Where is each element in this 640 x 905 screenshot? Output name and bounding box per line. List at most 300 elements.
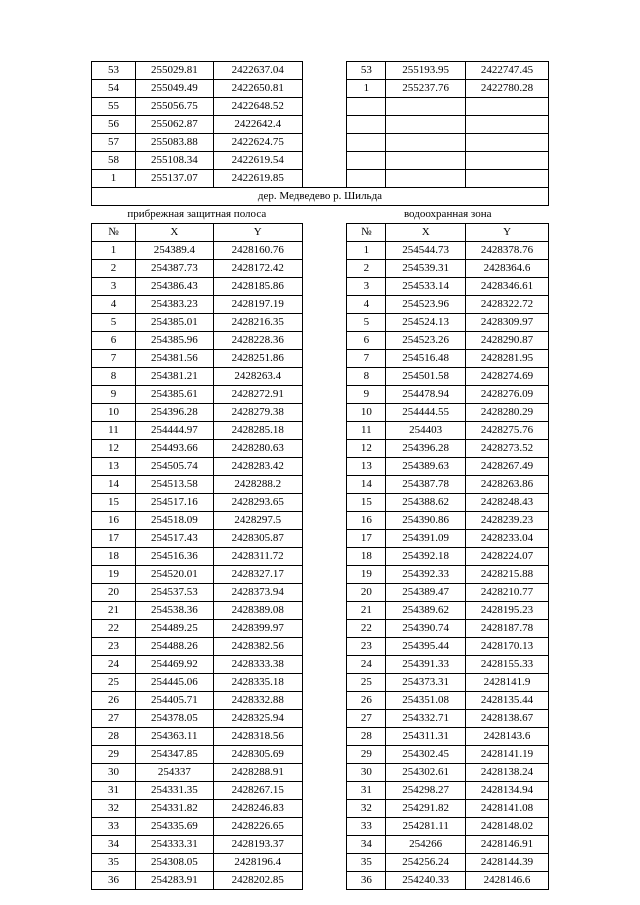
right-zone-heading: водоохранная зона — [347, 206, 549, 224]
table-row — [92, 350, 549, 368]
column-gap — [302, 818, 347, 836]
right-num-cell: 19 — [347, 566, 386, 584]
table-row — [92, 746, 549, 764]
left-x-cell: 254383.23 — [135, 296, 213, 314]
table-row — [92, 602, 549, 620]
left-x-cell: 254517.16 — [135, 494, 213, 512]
right-x-cell: 254256.24 — [386, 854, 466, 872]
right-y-cell: 2428281.95 — [466, 350, 549, 368]
left-x-cell: 254517.43 — [135, 530, 213, 548]
left-x-cell: 254333.31 — [135, 836, 213, 854]
left-y-cell: 2428193.37 — [213, 836, 302, 854]
right-num-cell: 18 — [347, 548, 386, 566]
right-y-cell: 2428195.23 — [466, 602, 549, 620]
continued-coordinates-section — [92, 62, 549, 188]
left-y-cell: 2422648.52 — [213, 98, 302, 116]
left-num-cell: 53 — [92, 62, 136, 80]
section-title: дер. Медведево р. Шильда — [92, 188, 549, 206]
left-num-cell: 2 — [92, 260, 136, 278]
right-x-cell: 254396.28 — [386, 440, 466, 458]
table-row — [92, 710, 549, 728]
left-x-cell: 254505.74 — [135, 458, 213, 476]
left-y-cell: 2422624.75 — [213, 134, 302, 152]
table-row — [92, 116, 549, 134]
right-x-cell — [386, 134, 466, 152]
left-num-cell: 10 — [92, 404, 136, 422]
right-y-cell: 2428210.77 — [466, 584, 549, 602]
column-gap — [302, 422, 347, 440]
right-num-cell — [347, 116, 386, 134]
right-num-cell: 2 — [347, 260, 386, 278]
left-num-cell: 58 — [92, 152, 136, 170]
right-num-cell: 4 — [347, 296, 386, 314]
left-x-cell: 254378.05 — [135, 710, 213, 728]
right-y-cell: 2428378.76 — [466, 242, 549, 260]
left-y-cell: 2428297.5 — [213, 512, 302, 530]
left-y-cell: 2428228.36 — [213, 332, 302, 350]
column-gap — [302, 152, 347, 170]
right-x-cell: 254539.31 — [386, 260, 466, 278]
right-num-cell: 5 — [347, 314, 386, 332]
left-num-cell: 36 — [92, 872, 136, 890]
table-row — [92, 440, 549, 458]
right-y-cell: 2428309.97 — [466, 314, 549, 332]
left-x-cell: 254283.91 — [135, 872, 213, 890]
table-row — [92, 278, 549, 296]
left-y-cell: 2428288.2 — [213, 476, 302, 494]
table-row — [92, 656, 549, 674]
left-num-cell: 54 — [92, 80, 136, 98]
column-gap — [302, 566, 347, 584]
column-gap — [302, 242, 347, 260]
table-row — [92, 800, 549, 818]
column-gap — [302, 404, 347, 422]
left-y-cell: 2428293.65 — [213, 494, 302, 512]
right-num-header: № — [347, 224, 386, 242]
right-num-cell: 36 — [347, 872, 386, 890]
right-num-cell: 26 — [347, 692, 386, 710]
left-num-cell: 7 — [92, 350, 136, 368]
left-x-cell: 254489.25 — [135, 620, 213, 638]
left-x-cell: 254331.35 — [135, 782, 213, 800]
right-y-cell: 2428146.6 — [466, 872, 549, 890]
left-x-cell: 254381.21 — [135, 368, 213, 386]
right-num-cell: 33 — [347, 818, 386, 836]
right-y-cell: 2428274.69 — [466, 368, 549, 386]
left-x-cell: 254385.01 — [135, 314, 213, 332]
right-y-cell: 2428273.52 — [466, 440, 549, 458]
left-x-cell: 254347.85 — [135, 746, 213, 764]
right-x-cell: 254524.13 — [386, 314, 466, 332]
right-num-cell: 7 — [347, 350, 386, 368]
right-y-cell: 2428144.39 — [466, 854, 549, 872]
column-gap — [302, 80, 347, 98]
left-x-cell: 255108.34 — [135, 152, 213, 170]
table-row — [92, 728, 549, 746]
left-x-cell: 254513.58 — [135, 476, 213, 494]
section-header — [92, 188, 549, 242]
column-gap — [302, 332, 347, 350]
left-y-cell: 2428280.63 — [213, 440, 302, 458]
table-row — [92, 566, 549, 584]
right-num-cell: 32 — [347, 800, 386, 818]
left-x-cell: 255083.88 — [135, 134, 213, 152]
section-title-row — [92, 188, 549, 206]
table-row — [92, 242, 549, 260]
left-y-cell: 2428311.72 — [213, 548, 302, 566]
right-x-cell: 254332.71 — [386, 710, 466, 728]
right-x-cell: 254298.27 — [386, 782, 466, 800]
right-y-cell — [466, 170, 549, 188]
right-y-cell: 2422747.45 — [466, 62, 549, 80]
column-gap — [302, 206, 347, 224]
coordinates-sheet — [91, 61, 549, 890]
right-y-cell: 2428141.08 — [466, 800, 549, 818]
column-gap — [302, 476, 347, 494]
right-x-cell: 254389.63 — [386, 458, 466, 476]
left-num-cell: 12 — [92, 440, 136, 458]
left-y-cell: 2422637.04 — [213, 62, 302, 80]
right-num-cell: 1 — [347, 80, 386, 98]
column-gap — [302, 314, 347, 332]
right-y-cell: 2428322.72 — [466, 296, 549, 314]
left-num-cell: 26 — [92, 692, 136, 710]
left-num-cell: 4 — [92, 296, 136, 314]
column-gap — [302, 224, 347, 242]
left-num-cell: 17 — [92, 530, 136, 548]
coordinates-body — [92, 242, 549, 890]
left-num-cell: 5 — [92, 314, 136, 332]
column-gap — [302, 836, 347, 854]
column-gap — [302, 764, 347, 782]
table-row — [92, 458, 549, 476]
column-gap — [302, 440, 347, 458]
left-num-cell: 23 — [92, 638, 136, 656]
left-x-header: X — [135, 224, 213, 242]
left-num-cell: 32 — [92, 800, 136, 818]
right-num-cell: 53 — [347, 62, 386, 80]
right-num-cell: 8 — [347, 368, 386, 386]
right-num-cell: 20 — [347, 584, 386, 602]
table-row — [92, 638, 549, 656]
right-x-cell: 254392.33 — [386, 566, 466, 584]
left-num-cell: 24 — [92, 656, 136, 674]
right-x-cell: 254403 — [386, 422, 466, 440]
left-num-cell: 1 — [92, 170, 136, 188]
right-y-cell: 2428138.67 — [466, 710, 549, 728]
table-row — [92, 476, 549, 494]
column-gap — [302, 170, 347, 188]
right-num-cell: 24 — [347, 656, 386, 674]
left-y-cell: 2422619.54 — [213, 152, 302, 170]
column-gap — [302, 62, 347, 80]
left-x-cell: 254308.05 — [135, 854, 213, 872]
right-x-cell: 254391.09 — [386, 530, 466, 548]
column-gap — [302, 872, 347, 890]
left-x-cell: 254518.09 — [135, 512, 213, 530]
left-y-cell: 2428185.86 — [213, 278, 302, 296]
left-y-cell: 2428332.88 — [213, 692, 302, 710]
left-y-cell: 2428285.18 — [213, 422, 302, 440]
right-y-cell: 2428239.23 — [466, 512, 549, 530]
left-num-cell: 6 — [92, 332, 136, 350]
left-y-cell: 2428272.91 — [213, 386, 302, 404]
left-x-cell: 254520.01 — [135, 566, 213, 584]
table-row — [92, 674, 549, 692]
right-num-cell: 25 — [347, 674, 386, 692]
right-num-cell: 16 — [347, 512, 386, 530]
column-gap — [302, 638, 347, 656]
right-x-cell: 255237.76 — [386, 80, 466, 98]
left-y-cell: 2428279.38 — [213, 404, 302, 422]
right-num-cell: 11 — [347, 422, 386, 440]
left-y-cell: 2428335.18 — [213, 674, 302, 692]
left-x-cell: 254444.97 — [135, 422, 213, 440]
left-x-cell: 254331.82 — [135, 800, 213, 818]
table-row — [92, 854, 549, 872]
column-gap — [302, 368, 347, 386]
left-num-cell: 11 — [92, 422, 136, 440]
left-y-cell: 2428327.17 — [213, 566, 302, 584]
column-gap — [302, 602, 347, 620]
right-y-cell: 2428267.49 — [466, 458, 549, 476]
left-y-header: Y — [213, 224, 302, 242]
left-y-cell: 2428263.4 — [213, 368, 302, 386]
left-y-cell: 2428399.97 — [213, 620, 302, 638]
table-row — [92, 548, 549, 566]
column-gap — [302, 116, 347, 134]
right-num-cell: 14 — [347, 476, 386, 494]
left-num-cell: 16 — [92, 512, 136, 530]
column-gap — [302, 656, 347, 674]
right-x-cell: 254523.26 — [386, 332, 466, 350]
column-gap — [302, 782, 347, 800]
table-row — [92, 332, 549, 350]
right-y-cell: 2428233.04 — [466, 530, 549, 548]
left-y-cell: 2428172.42 — [213, 260, 302, 278]
right-y-cell: 2428146.91 — [466, 836, 549, 854]
right-y-cell: 2428141.9 — [466, 674, 549, 692]
right-y-cell: 2428141.19 — [466, 746, 549, 764]
left-num-cell: 8 — [92, 368, 136, 386]
right-x-cell: 254291.82 — [386, 800, 466, 818]
right-num-cell: 12 — [347, 440, 386, 458]
column-gap — [302, 494, 347, 512]
right-x-cell: 254302.45 — [386, 746, 466, 764]
left-num-cell: 33 — [92, 818, 136, 836]
table-row — [92, 818, 549, 836]
left-num-cell: 29 — [92, 746, 136, 764]
table-row — [92, 692, 549, 710]
right-num-cell: 17 — [347, 530, 386, 548]
column-gap — [302, 692, 347, 710]
left-x-cell: 254405.71 — [135, 692, 213, 710]
column-gap — [302, 278, 347, 296]
table-row — [92, 620, 549, 638]
right-x-cell — [386, 98, 466, 116]
left-y-cell: 2428325.94 — [213, 710, 302, 728]
column-gap — [302, 584, 347, 602]
left-y-cell: 2428251.86 — [213, 350, 302, 368]
left-x-cell: 254396.28 — [135, 404, 213, 422]
right-num-cell: 23 — [347, 638, 386, 656]
right-x-cell: 254389.62 — [386, 602, 466, 620]
table-row — [92, 260, 549, 278]
left-num-header: № — [92, 224, 136, 242]
right-num-cell: 34 — [347, 836, 386, 854]
left-y-cell: 2428305.87 — [213, 530, 302, 548]
right-num-cell: 15 — [347, 494, 386, 512]
column-gap — [302, 386, 347, 404]
right-x-cell: 254501.58 — [386, 368, 466, 386]
left-x-cell: 254381.56 — [135, 350, 213, 368]
right-x-cell: 255193.95 — [386, 62, 466, 80]
left-x-cell: 254387.73 — [135, 260, 213, 278]
right-x-cell — [386, 152, 466, 170]
right-x-cell: 254281.11 — [386, 818, 466, 836]
left-y-cell: 2422642.4 — [213, 116, 302, 134]
right-x-cell: 254388.62 — [386, 494, 466, 512]
right-x-cell: 254544.73 — [386, 242, 466, 260]
right-num-cell: 10 — [347, 404, 386, 422]
left-y-cell: 2422619.85 — [213, 170, 302, 188]
left-num-cell: 31 — [92, 782, 136, 800]
table-row — [92, 386, 549, 404]
right-num-cell: 31 — [347, 782, 386, 800]
right-x-cell: 254395.44 — [386, 638, 466, 656]
left-x-cell: 254493.66 — [135, 440, 213, 458]
right-y-cell: 2422780.28 — [466, 80, 549, 98]
right-x-cell — [386, 116, 466, 134]
left-y-cell: 2428333.38 — [213, 656, 302, 674]
column-gap — [302, 350, 347, 368]
column-gap — [302, 620, 347, 638]
left-y-cell: 2428160.76 — [213, 242, 302, 260]
left-num-cell: 34 — [92, 836, 136, 854]
column-gap — [302, 548, 347, 566]
right-y-cell: 2428155.33 — [466, 656, 549, 674]
column-header-row — [92, 224, 549, 242]
table-row — [92, 98, 549, 116]
right-x-cell: 254351.08 — [386, 692, 466, 710]
right-num-cell — [347, 134, 386, 152]
left-y-cell: 2428216.35 — [213, 314, 302, 332]
left-num-cell: 35 — [92, 854, 136, 872]
right-y-cell: 2428275.76 — [466, 422, 549, 440]
right-x-cell: 254392.18 — [386, 548, 466, 566]
column-gap — [302, 458, 347, 476]
left-y-cell: 2428283.42 — [213, 458, 302, 476]
left-num-cell: 21 — [92, 602, 136, 620]
column-gap — [302, 98, 347, 116]
right-y-cell: 2428148.02 — [466, 818, 549, 836]
right-y-cell: 2428346.61 — [466, 278, 549, 296]
right-num-cell: 35 — [347, 854, 386, 872]
table-row — [92, 530, 549, 548]
table-row — [92, 782, 549, 800]
left-x-cell: 254445.06 — [135, 674, 213, 692]
left-num-cell: 56 — [92, 116, 136, 134]
right-y-cell — [466, 98, 549, 116]
left-num-cell: 25 — [92, 674, 136, 692]
column-gap — [302, 728, 347, 746]
right-y-cell: 2428224.07 — [466, 548, 549, 566]
left-x-cell: 254537.53 — [135, 584, 213, 602]
left-x-cell: 255049.49 — [135, 80, 213, 98]
right-num-cell: 22 — [347, 620, 386, 638]
right-num-cell — [347, 152, 386, 170]
column-gap — [302, 854, 347, 872]
right-num-cell: 9 — [347, 386, 386, 404]
table-row — [92, 152, 549, 170]
right-x-header: X — [386, 224, 466, 242]
table-row — [92, 296, 549, 314]
right-y-cell: 2428187.78 — [466, 620, 549, 638]
left-y-cell: 2428373.94 — [213, 584, 302, 602]
right-num-cell: 1 — [347, 242, 386, 260]
column-gap — [302, 512, 347, 530]
right-x-cell: 254391.33 — [386, 656, 466, 674]
right-x-cell: 254387.78 — [386, 476, 466, 494]
left-zone-heading: прибрежная защитная полоса — [92, 206, 303, 224]
left-x-cell: 254469.92 — [135, 656, 213, 674]
left-num-cell: 13 — [92, 458, 136, 476]
left-y-cell: 2428197.19 — [213, 296, 302, 314]
column-gap — [302, 296, 347, 314]
table-row — [92, 512, 549, 530]
right-y-cell — [466, 134, 549, 152]
left-x-cell: 254385.61 — [135, 386, 213, 404]
table-row — [92, 872, 549, 890]
column-gap — [302, 260, 347, 278]
right-x-cell: 254266 — [386, 836, 466, 854]
right-x-cell: 254390.74 — [386, 620, 466, 638]
table-row — [92, 836, 549, 854]
right-y-cell: 2428143.6 — [466, 728, 549, 746]
right-y-cell: 2428364.6 — [466, 260, 549, 278]
table-row — [92, 80, 549, 98]
left-num-cell: 15 — [92, 494, 136, 512]
right-num-cell: 28 — [347, 728, 386, 746]
left-x-cell: 254386.43 — [135, 278, 213, 296]
left-x-cell: 254363.11 — [135, 728, 213, 746]
right-num-cell — [347, 98, 386, 116]
left-num-cell: 3 — [92, 278, 136, 296]
right-x-cell: 254373.31 — [386, 674, 466, 692]
left-num-cell: 9 — [92, 386, 136, 404]
left-x-cell: 254389.4 — [135, 242, 213, 260]
right-x-cell: 254516.48 — [386, 350, 466, 368]
right-x-cell: 254444.55 — [386, 404, 466, 422]
column-gap — [302, 134, 347, 152]
left-num-cell: 1 — [92, 242, 136, 260]
right-y-cell — [466, 152, 549, 170]
right-num-cell: 6 — [347, 332, 386, 350]
left-x-cell: 254538.36 — [135, 602, 213, 620]
table-row — [92, 494, 549, 512]
left-num-cell: 30 — [92, 764, 136, 782]
right-y-cell: 2428170.13 — [466, 638, 549, 656]
zone-headings-row — [92, 206, 549, 224]
left-y-cell: 2428196.4 — [213, 854, 302, 872]
left-y-cell: 2428305.69 — [213, 746, 302, 764]
table-row — [92, 404, 549, 422]
left-y-cell: 2428318.56 — [213, 728, 302, 746]
right-x-cell: 254523.96 — [386, 296, 466, 314]
right-num-cell — [347, 170, 386, 188]
left-x-cell: 254335.69 — [135, 818, 213, 836]
right-y-cell: 2428280.29 — [466, 404, 549, 422]
